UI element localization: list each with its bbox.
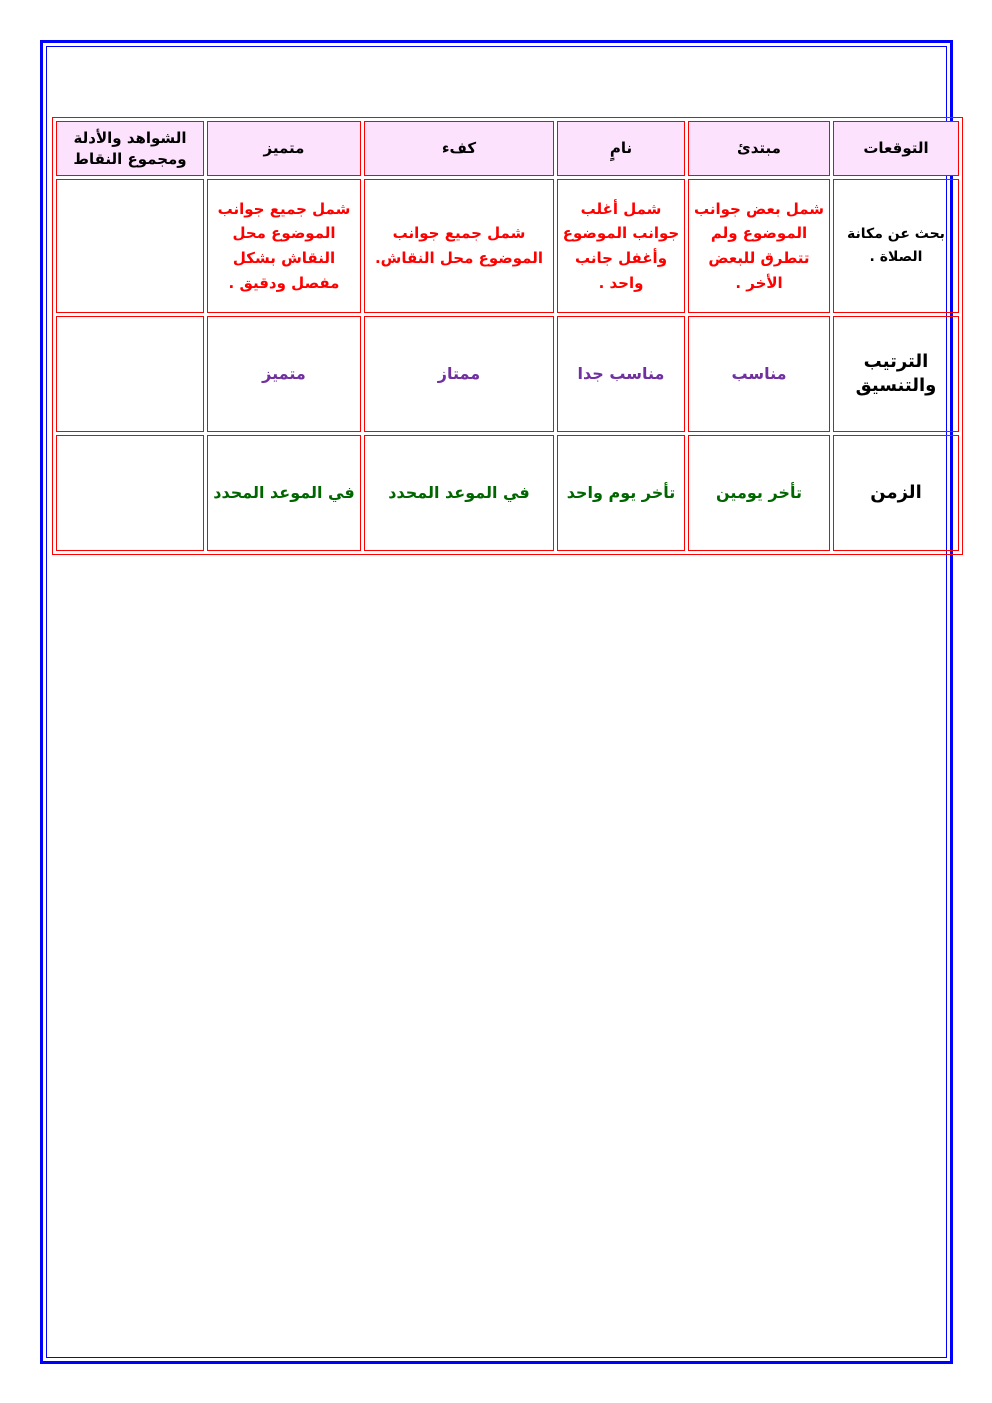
beginner-cell: شمل بعض جوانب الموضوع ولم تتطرق للبعض الأخر .: [688, 179, 830, 313]
header-excellent: متميز: [207, 121, 361, 176]
rubric-table: [52, 117, 963, 555]
evidence-cell: [56, 435, 204, 551]
criterion-cell: الزمن: [833, 435, 959, 551]
header-beginner: مبتدئ: [688, 121, 830, 176]
beginner-cell: تأخر يومين: [688, 435, 830, 551]
table-row: [56, 179, 959, 313]
header-expectations: التوقعات: [833, 121, 959, 176]
developing-cell: شمل أغلب جوانب الموضوع وأغفل جانب واحد .: [557, 179, 685, 313]
excellent-cell: شمل جميع جوانب الموضوع محل النقاش بشكل مفصل ودقيق .: [207, 179, 361, 313]
header-row: [56, 121, 959, 176]
evidence-cell: [56, 316, 204, 432]
header-developing: نامٍ: [557, 121, 685, 176]
competent-cell: ممتاز: [364, 316, 554, 432]
developing-cell: مناسب جدا: [557, 316, 685, 432]
excellent-cell: في الموعد المحدد: [207, 435, 361, 551]
header-competent: كفء: [364, 121, 554, 176]
header-evidence: الشواهد والأدلة ومجموع النقاط: [56, 121, 204, 176]
criterion-cell: بحث عن مكانة الصلاة .: [833, 179, 959, 313]
excellent-cell: متميز: [207, 316, 361, 432]
competent-cell: في الموعد المحدد: [364, 435, 554, 551]
evidence-cell: [56, 179, 204, 313]
table-row: [56, 316, 959, 432]
table-row: [56, 435, 959, 551]
developing-cell: تأخر يوم واحد: [557, 435, 685, 551]
criterion-cell: الترتيب والتنسيق: [833, 316, 959, 432]
competent-cell: شمل جميع جوانب الموضوع محل النقاش.: [364, 179, 554, 313]
beginner-cell: مناسب: [688, 316, 830, 432]
